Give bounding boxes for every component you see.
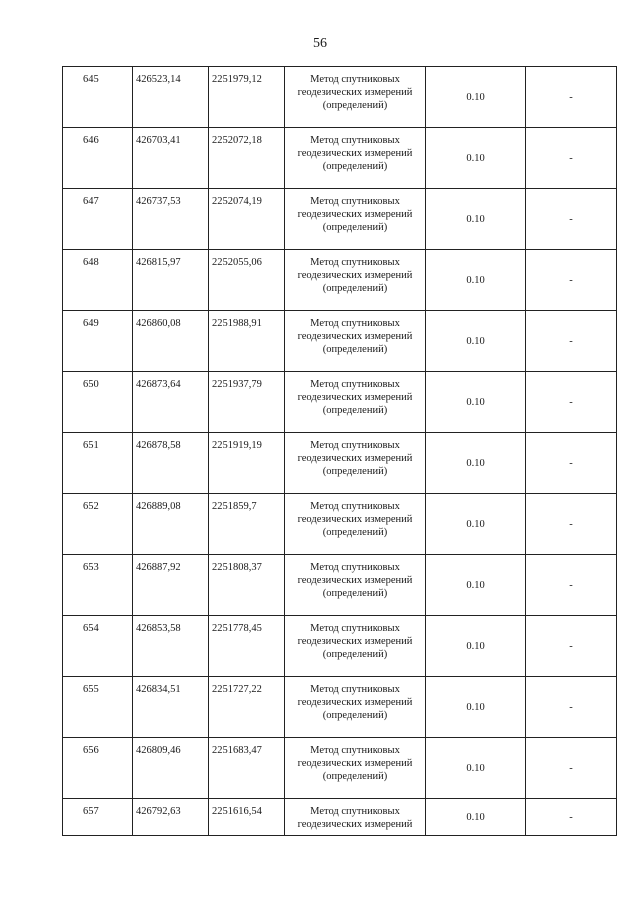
accuracy-cell: 0.10 — [426, 372, 526, 433]
method-cell — [285, 189, 426, 250]
method-line: (определений) — [322, 649, 388, 660]
method-cell — [285, 799, 426, 836]
accuracy-cell: 0.10 — [426, 128, 526, 189]
table-row — [63, 189, 617, 250]
method-line: (определений) — [322, 100, 388, 111]
accuracy-cell: 0.10 — [426, 738, 526, 799]
method-cell — [285, 67, 426, 128]
method-line: Метод спутниковых — [310, 318, 400, 329]
method-line: Метод спутниковых — [310, 135, 400, 146]
method-line: (определений) — [322, 405, 388, 416]
y-coordinate-cell: 2251727,22 — [209, 677, 285, 738]
method-line: геодезических измерений — [297, 514, 413, 525]
method-cell — [285, 616, 426, 677]
x-coordinate-cell: 426737,53 — [133, 189, 209, 250]
accuracy-cell: 0.10 — [426, 250, 526, 311]
y-coordinate-cell: 2251919,19 — [209, 433, 285, 494]
method-line: (определений) — [322, 161, 388, 172]
table-row — [63, 311, 617, 372]
x-coordinate-cell: 426887,92 — [133, 555, 209, 616]
note-cell: - — [526, 494, 617, 555]
method-line: Метод спутниковых — [310, 196, 400, 207]
y-coordinate-cell: 2251937,79 — [209, 372, 285, 433]
point-number-cell: 656 — [63, 738, 133, 799]
point-number-cell: 657 — [63, 799, 133, 836]
table-body — [63, 67, 617, 836]
accuracy-cell: 0.10 — [426, 799, 526, 836]
method-line: геодезических измерений — [297, 331, 413, 342]
method-line: Метод спутниковых — [310, 684, 400, 695]
point-number-cell: 648 — [63, 250, 133, 311]
table-row — [63, 494, 617, 555]
table-row — [63, 433, 617, 494]
accuracy-cell: 0.10 — [426, 616, 526, 677]
y-coordinate-cell: 2252055,06 — [209, 250, 285, 311]
table-row — [63, 128, 617, 189]
y-coordinate-cell: 2252072,18 — [209, 128, 285, 189]
y-coordinate-cell: 2251988,91 — [209, 311, 285, 372]
method-line: (определений) — [322, 222, 388, 233]
note-cell: - — [526, 250, 617, 311]
table-row — [63, 555, 617, 616]
method-cell — [285, 677, 426, 738]
method-cell — [285, 433, 426, 494]
note-cell: - — [526, 555, 617, 616]
method-cell — [285, 494, 426, 555]
table-row — [63, 799, 617, 836]
method-line: геодезических измерений — [297, 697, 413, 708]
x-coordinate-cell: 426792,63 — [133, 799, 209, 836]
point-number-cell: 650 — [63, 372, 133, 433]
method-line: геодезических измерений — [297, 636, 413, 647]
x-coordinate-cell: 426703,41 — [133, 128, 209, 189]
method-line: (определений) — [322, 527, 388, 538]
accuracy-cell: 0.10 — [426, 433, 526, 494]
x-coordinate-cell: 426815,97 — [133, 250, 209, 311]
point-number-cell: 654 — [63, 616, 133, 677]
note-cell: - — [526, 67, 617, 128]
method-line: Метод спутниковых — [310, 74, 400, 85]
method-cell — [285, 555, 426, 616]
accuracy-cell: 0.10 — [426, 189, 526, 250]
method-line: Метод спутниковых — [310, 745, 400, 756]
method-line: Метод спутниковых — [310, 257, 400, 268]
method-line: (определений) — [322, 710, 388, 721]
note-cell: - — [526, 799, 617, 836]
y-coordinate-cell: 2251683,47 — [209, 738, 285, 799]
page-number: 56 — [313, 36, 327, 51]
x-coordinate-cell: 426878,58 — [133, 433, 209, 494]
y-coordinate-cell: 2252074,19 — [209, 189, 285, 250]
point-number-cell: 647 — [63, 189, 133, 250]
table-row — [63, 677, 617, 738]
method-line: (определений) — [322, 466, 388, 477]
x-coordinate-cell: 426523,14 — [133, 67, 209, 128]
note-cell: - — [526, 616, 617, 677]
method-line: (определений) — [322, 771, 388, 782]
note-cell: - — [526, 189, 617, 250]
note-cell: - — [526, 433, 617, 494]
point-number-cell: 646 — [63, 128, 133, 189]
y-coordinate-cell: 2251979,12 — [209, 67, 285, 128]
x-coordinate-cell: 426860,08 — [133, 311, 209, 372]
method-line: геодезических измерений — [297, 392, 413, 403]
table-row — [63, 616, 617, 677]
accuracy-cell: 0.10 — [426, 555, 526, 616]
point-number-cell: 652 — [63, 494, 133, 555]
x-coordinate-cell: 426809,46 — [133, 738, 209, 799]
method-line: Метод спутниковых — [310, 806, 400, 817]
method-line: геодезических измерений — [297, 209, 413, 220]
method-line: геодезических измерений — [297, 758, 413, 769]
y-coordinate-cell: 2251616,54 — [209, 799, 285, 836]
coordinates-table — [62, 66, 617, 836]
x-coordinate-cell: 426889,08 — [133, 494, 209, 555]
method-line: Метод спутниковых — [310, 440, 400, 451]
x-coordinate-cell: 426834,51 — [133, 677, 209, 738]
point-number-cell: 653 — [63, 555, 133, 616]
method-line: Метод спутниковых — [310, 562, 400, 573]
accuracy-cell: 0.10 — [426, 677, 526, 738]
method-line: Метод спутниковых — [310, 623, 400, 634]
point-number-cell: 645 — [63, 67, 133, 128]
y-coordinate-cell: 2251859,7 — [209, 494, 285, 555]
accuracy-cell: 0.10 — [426, 67, 526, 128]
note-cell: - — [526, 738, 617, 799]
table-row — [63, 67, 617, 128]
x-coordinate-cell: 426853,58 — [133, 616, 209, 677]
method-cell — [285, 372, 426, 433]
table-row — [63, 250, 617, 311]
method-cell — [285, 128, 426, 189]
point-number-cell: 649 — [63, 311, 133, 372]
method-line: геодезических измерений — [297, 270, 413, 281]
method-cell — [285, 250, 426, 311]
table-row — [63, 372, 617, 433]
y-coordinate-cell: 2251778,45 — [209, 616, 285, 677]
method-line: геодезических измерений — [297, 575, 413, 586]
method-line: геодезических измерений — [297, 819, 413, 830]
note-cell: - — [526, 677, 617, 738]
method-line: геодезических измерений — [297, 453, 413, 464]
method-line: геодезических измерений — [297, 87, 413, 98]
point-number-cell: 651 — [63, 433, 133, 494]
accuracy-cell: 0.10 — [426, 311, 526, 372]
note-cell: - — [526, 311, 617, 372]
method-cell — [285, 311, 426, 372]
accuracy-cell: 0.10 — [426, 494, 526, 555]
method-line: Метод спутниковых — [310, 501, 400, 512]
note-cell: - — [526, 372, 617, 433]
method-line: (определений) — [322, 344, 388, 355]
point-number-cell: 655 — [63, 677, 133, 738]
method-line: (определений) — [322, 283, 388, 294]
note-cell: - — [526, 128, 617, 189]
table-row — [63, 738, 617, 799]
x-coordinate-cell: 426873,64 — [133, 372, 209, 433]
method-line: (определений) — [322, 588, 388, 599]
method-cell — [285, 738, 426, 799]
method-line: геодезических измерений — [297, 148, 413, 159]
y-coordinate-cell: 2251808,37 — [209, 555, 285, 616]
method-line: Метод спутниковых — [310, 379, 400, 390]
